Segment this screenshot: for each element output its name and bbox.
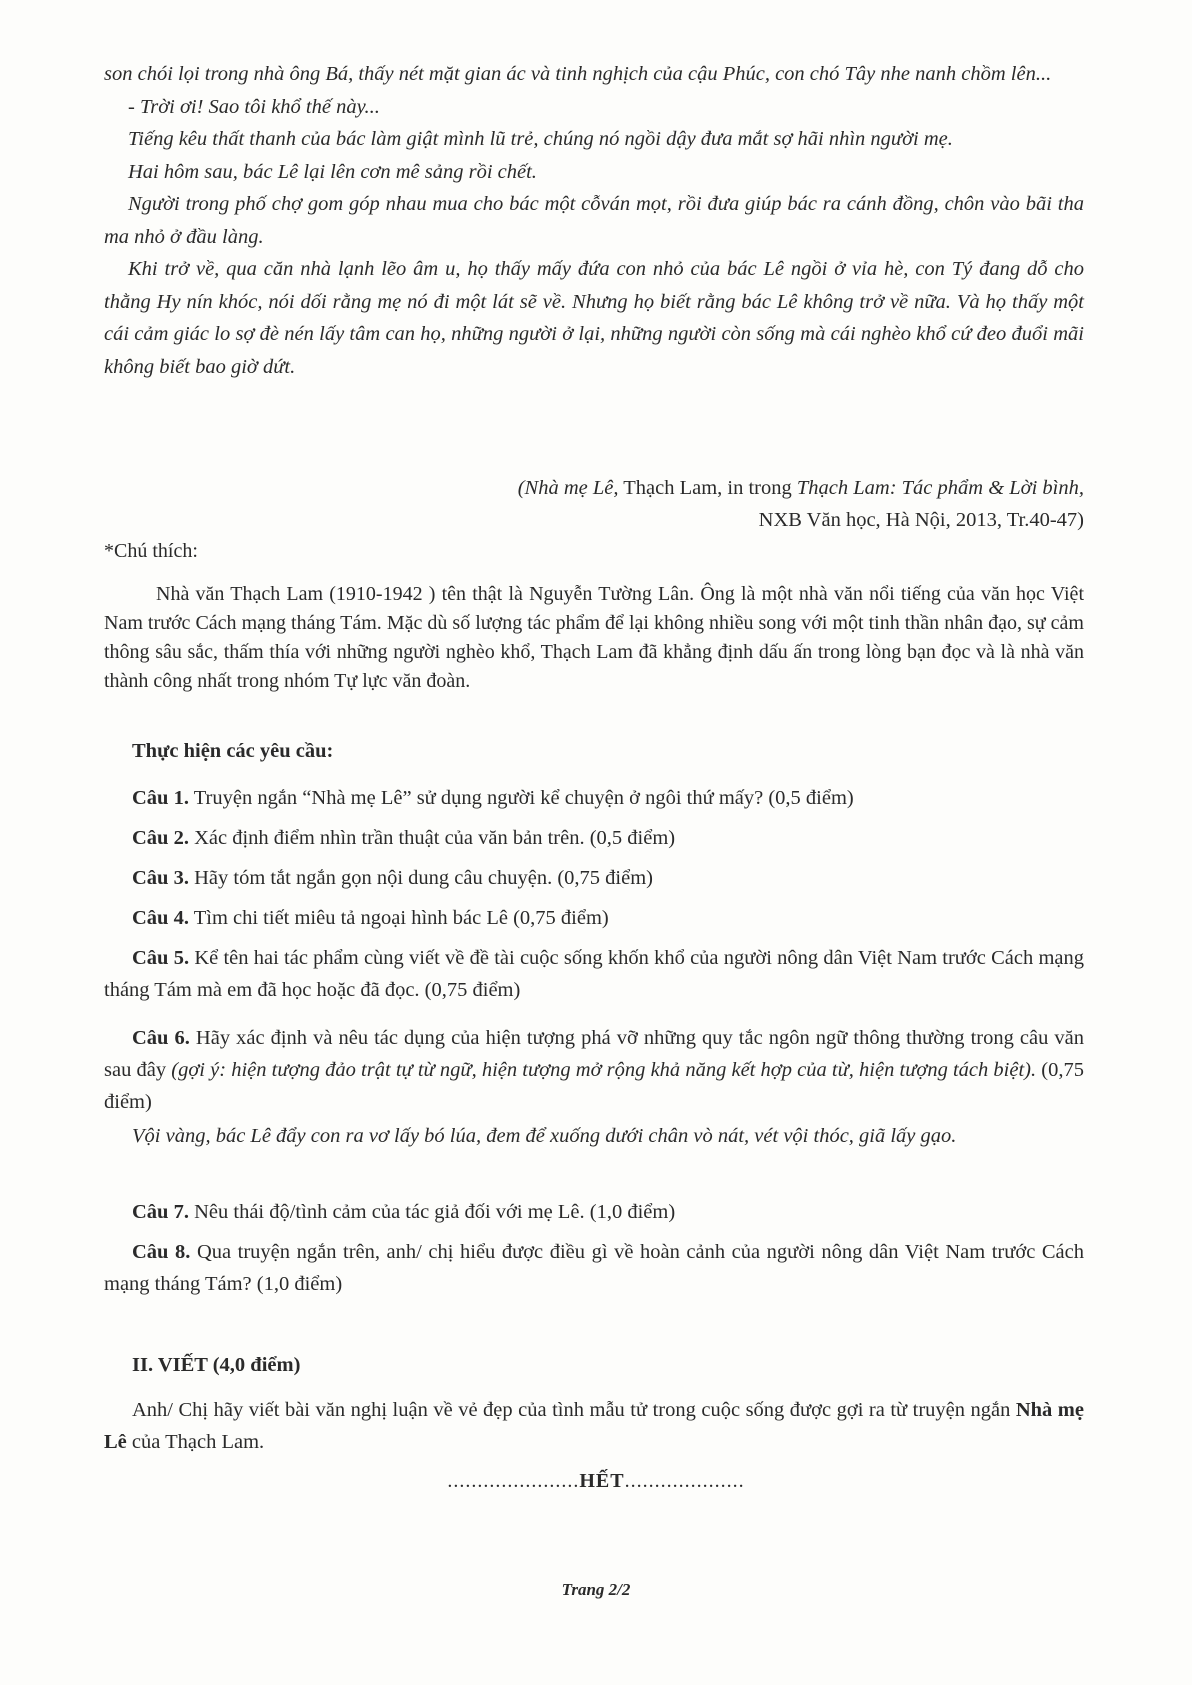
prompt-title: Nhà mẹ Lê	[104, 1399, 1084, 1453]
end-word: HẾT	[579, 1470, 625, 1492]
prompt-text: Anh/ Chị hãy viết bài văn nghị luận về vẻ đẹp của tình mẫu tử trong cuộc sống được gợi ra từ truyện ngắn	[132, 1399, 1016, 1421]
end-marker	[0, 1470, 1192, 1493]
page-number: Trang 2/2	[561, 1580, 631, 1599]
end-dots-right: ....................	[624, 1470, 745, 1492]
story-paragraph: Tiếng kêu thất thanh của bác làm giật mình lũ trẻ, chúng nó ngồi dậy đưa mắt sợ hãi nhìn người mẹ.	[128, 128, 953, 150]
citation-author: Thạch Lam, in trong	[618, 477, 797, 499]
question-2	[104, 822, 1084, 854]
question-label: Câu 4.	[132, 907, 189, 929]
question-label: Câu 2.	[132, 827, 189, 849]
notes-heading: *Chú thích:	[104, 540, 198, 562]
question-text: Hãy tóm tắt ngắn gọn nội dung câu chuyện. (0,75 điểm)	[188, 867, 653, 889]
question-hint: (gợi ý: hiện tượng đảo trật tự từ ngữ, hiện tượng mở rộng khả năng kết hợp của từ, hiện tượng tách biệt).	[171, 1059, 1037, 1081]
author-bio: Nhà văn Thạch Lam (1910-1942 ) tên thật là Nguyễn Tường Lân. Ông là một nhà văn nổi tiếng của văn học Việt Nam trước Cách mạng tháng Tám. Mặc dù số lượng tác phẩm để lại không nhiều song với một tinh thần nhân đạo, sự cảm thông sâu sắc, thấm thía với những người nghèo khổ, Thạch Lam đã khẳng định dấu ấn trong lòng bạn đọc và là nhà văn thành công nhất trong nhóm Tự lực văn đoàn.	[104, 583, 1084, 692]
question-6-quote: Vội vàng, bác Lê đẩy con ra vơ lấy bó lúa, đem để xuống dưới chân vò nát, vét vội thóc, giã lấy gạo.	[132, 1125, 957, 1147]
writing-heading: II. VIẾT (4,0 điểm)	[132, 1354, 301, 1376]
question-6	[104, 1022, 1084, 1118]
story-paragraph: son chói lọi trong nhà ông Bá, thấy nét mặt gian ác và tinh nghịch của cậu Phúc, con chó Tây nhe nanh chồm lên...	[104, 63, 1052, 85]
question-5	[104, 942, 1084, 1006]
question-label: Câu 1.	[132, 787, 189, 809]
question-text: Kể tên hai tác phẩm cùng viết về đề tài cuộc sống khốn khổ của người nông dân Việt Nam trước Cách mạng tháng Tám mà em đã học hoặc đã đọc. (0,75 điểm)	[104, 947, 1084, 1001]
question-4	[104, 902, 1084, 934]
question-7	[104, 1196, 1084, 1228]
question-text: Nêu thái độ/tình cảm của tác giả đối với mẹ Lê. (1,0 điểm)	[188, 1201, 676, 1223]
question-label: Câu 6.	[132, 1027, 190, 1049]
end-dots-left: ......................	[447, 1470, 580, 1492]
question-score: (0,75 điểm)	[104, 1059, 1084, 1113]
question-text: Tìm chi tiết miêu tả ngoại hình bác Lê (0,75 điểm)	[188, 907, 609, 929]
question-label: Câu 7.	[132, 1201, 189, 1223]
story-excerpt	[104, 58, 1084, 383]
question-text: Qua truyện ngắn trên, anh/ chị hiểu được điều gì về hoàn cảnh của người nông dân Việt Nam trước Cách mạng tháng Tám? (1,0 điểm)	[104, 1241, 1084, 1295]
question-label: Câu 8.	[132, 1241, 191, 1263]
question-label: Câu 3.	[132, 867, 189, 889]
story-paragraph: - Trời ơi! Sao tôi khổ thế này...	[128, 95, 380, 118]
writing-prompt	[104, 1394, 1084, 1458]
question-8	[104, 1236, 1084, 1300]
question-text: Hãy xác định và nêu tác dụng của hiện tượng phá vỡ những quy tắc ngôn ngữ thông thường trong câu văn sau đây	[104, 1027, 1084, 1081]
prompt-text-end: của Thạch Lam.	[126, 1431, 265, 1453]
tasks-heading: Thực hiện các yêu cầu:	[132, 740, 334, 762]
question-text: Truyện ngắn “Nhà mẹ Lê” sử dụng người kể chuyện ở ngôi thứ mấy? (0,5 điểm)	[188, 787, 854, 809]
question-label: Câu 5.	[132, 947, 190, 969]
citation-work: (Nhà mẹ Lê,	[517, 477, 619, 499]
citation-book: Thạch Lam: Tác phẩm & Lời bình,	[796, 477, 1084, 499]
question-text: Xác định điểm nhìn trần thuật của văn bản trên. (0,5 điểm)	[188, 827, 676, 849]
question-1	[104, 782, 1084, 814]
citation-publisher: NXB Văn học, Hà Nội, 2013, Tr.40-47)	[758, 509, 1084, 531]
story-paragraph: Khi trở về, qua căn nhà lạnh lẽo âm u, họ thấy mấy đứa con nhỏ của bác Lê ngồi ở vỉa hè, con Tý đang dỗ cho thằng Hy nín khóc, nói dối rằng mẹ nó đi một lát sẽ về. Nhưng họ biết rằng bác Lê không trở về nữa. Và họ thấy một cái cảm giác lo sợ đè nén lấy tâm can họ, những người ở lại, những người còn sống mà cái nghèo khổ cứ đeo đuổi mãi không biết bao giờ dứt.	[104, 258, 1084, 378]
source-citation	[324, 472, 1084, 536]
question-3	[104, 862, 1084, 894]
story-paragraph: Người trong phố chợ gom góp nhau mua cho bác một cỗván mọt, rồi đưa giúp bác ra cánh đồng, chôn vào bãi tha ma nhỏ ở đầu làng.	[104, 193, 1084, 248]
story-paragraph: Hai hôm sau, bác Lê lại lên cơn mê sảng rồi chết.	[128, 160, 537, 183]
